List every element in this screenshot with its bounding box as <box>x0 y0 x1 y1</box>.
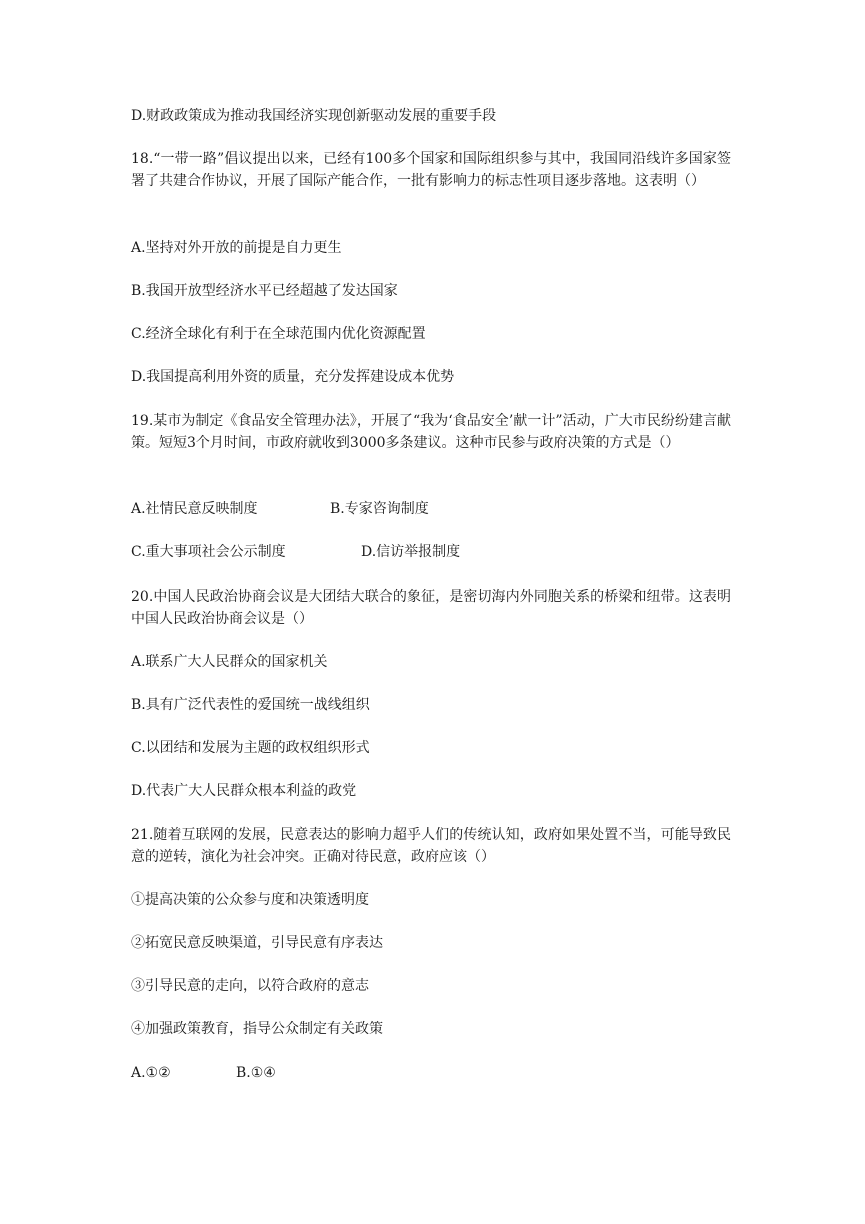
q18-option-c: C.经济全球化有利于在全球范围内优化资源配置 <box>131 326 426 342</box>
q21-item-2: ②拓宽民意反映渠道，引导民意有序表达 <box>131 935 383 951</box>
q18-option-b: B.我国开放型经济水平已经超越了发达国家 <box>131 283 398 299</box>
q19-option-c: C.重大事项社会公示制度 <box>131 544 286 560</box>
q17-option-d: D.财政政策成为推动我国经济实现创新驱动发展的重要手段 <box>131 108 497 124</box>
q21-item-1: ①提高决策的公众参与度和决策透明度 <box>131 892 369 908</box>
q20-option-b: B.具有广泛代表性的爱国统一战线组织 <box>131 697 370 713</box>
q18-option-a: A.坚持对外开放的前提是自力更生 <box>131 240 342 256</box>
q19-stem: 19.某市为制定《食品安全管理办法》，开展了“我为‘食品安全’献一计”活动，广大市民纷纷建言献策。短短3个月时间，市政府就收到3000多条建议。这种市民参与政府决策的方式是（） <box>131 413 731 451</box>
q18-option-d: D.我国提高利用外资的质量，充分发挥建设成本优势 <box>131 369 455 385</box>
q21-option-b: B.①④ <box>236 1065 276 1081</box>
q21-item-3: ③引导民意的走向，以符合政府的意志 <box>131 978 369 994</box>
q20-option-a: A.联系广大人民群众的国家机关 <box>131 654 328 670</box>
q20-option-c: C.以团结和发展为主题的政权组织形式 <box>131 740 370 756</box>
q20-stem: 20.中国人民政治协商会议是大团结大联合的象征，是密切海内外同胞关系的桥梁和纽带。这表明中国人民政治协商会议是（） <box>131 589 731 627</box>
q21-item-4: ④加强政策教育，指导公众制定有关政策 <box>131 1021 383 1037</box>
q19-option-a: A.社情民意反映制度 <box>131 501 258 517</box>
q20-option-d: D.代表广大人民群众根本利益的政党 <box>131 783 357 799</box>
q18-stem: 18.“一带一路”倡议提出以来，已经有100多个国家和国际组织参与其中，我国同沿线许多国家签署了共建合作协议，开展了国际产能合作，一批有影响力的标志性项目逐步落地。这表明（） <box>131 151 731 189</box>
q21-stem: 21.随着互联网的发展，民意表达的影响力超乎人们的传统认知，政府如果处置不当，可能导致民意的逆转，演化为社会冲突。正确对待民意，政府应该（） <box>131 827 731 865</box>
q19-option-d: D.信访举报制度 <box>361 544 461 560</box>
q21-option-a: A.①② <box>131 1065 171 1081</box>
q19-option-b: B.专家咨询制度 <box>330 501 429 517</box>
